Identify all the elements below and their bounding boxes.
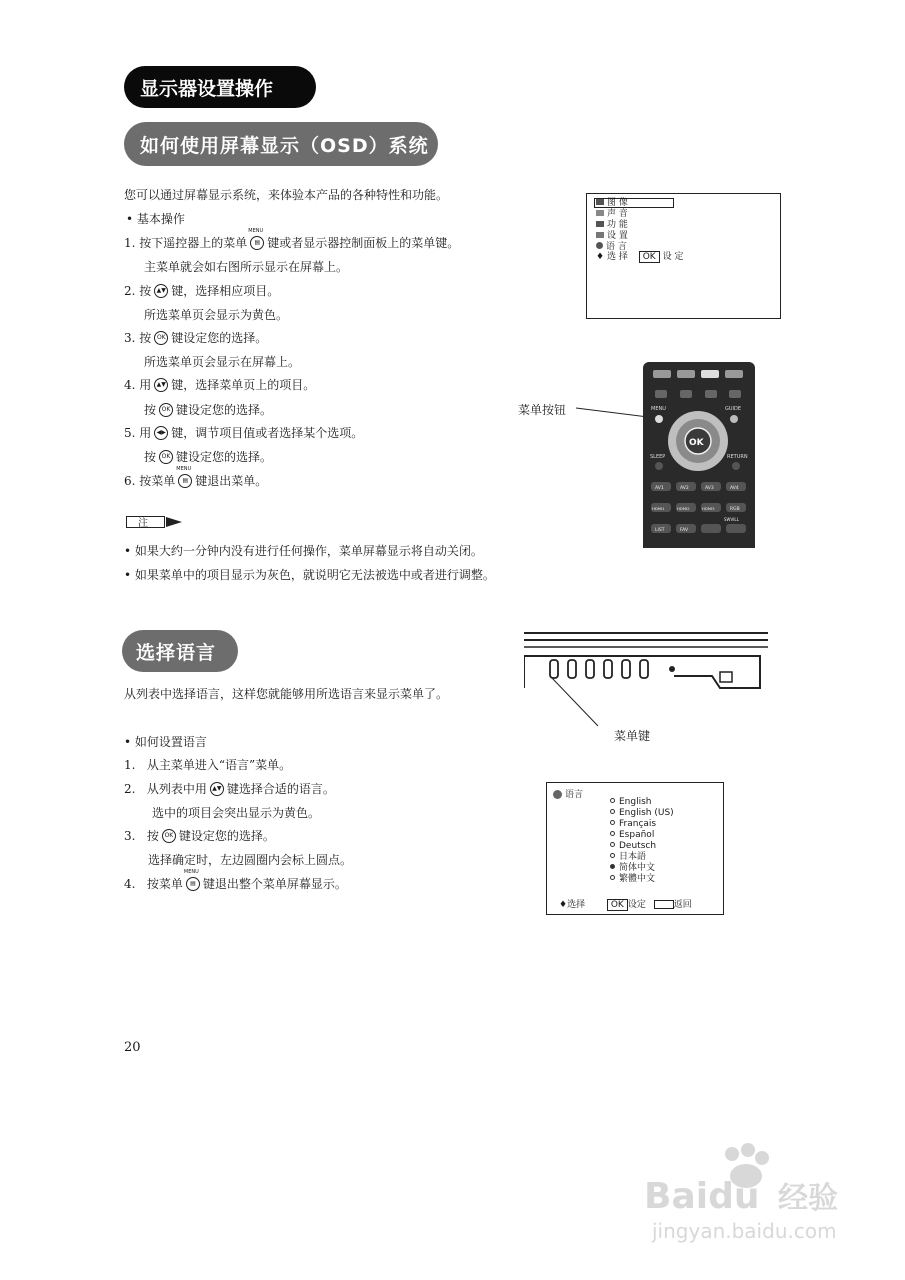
- basic-ops-title: • 基本操作: [126, 212, 185, 226]
- lang-menu-footer: ♦选择 OK 设定 返回: [559, 900, 692, 910]
- up-down-key-icon: ▲▼: [210, 782, 224, 796]
- language-icon: [553, 790, 562, 799]
- svg-text:RGB: RGB: [730, 507, 740, 512]
- updown-icon: ♦: [596, 252, 605, 262]
- updown-icon: ♦: [559, 900, 568, 910]
- osd-heading: 如何使用屏幕显示（OSD）系统: [124, 122, 438, 166]
- svg-text:MENU: MENU: [651, 406, 666, 412]
- ok-key-icon: OK: [159, 403, 173, 417]
- lang-howto: • 如何设置语言: [124, 735, 207, 749]
- svg-text:GUIDE: GUIDE: [725, 406, 742, 412]
- lang-option[interactable]: English: [610, 797, 652, 808]
- page-number: 20: [124, 1040, 141, 1055]
- osd-footer: ♦ 选 择 OK 设 定: [596, 252, 684, 262]
- remote-control: [643, 362, 755, 548]
- lang-option[interactable]: 繁體中文: [610, 874, 655, 885]
- lang-step-2-sub: 选中的项目会突出显示为黄色。: [152, 806, 321, 820]
- step-3-sub: 所选菜单页会显示在屏幕上。: [144, 355, 301, 369]
- svg-text:AV2: AV2: [680, 486, 689, 491]
- note-2: • 如果菜单中的项目显示为灰色，就说明它无法被选中或者进行调整。: [124, 568, 495, 582]
- ok-key-icon: OK: [162, 829, 176, 843]
- lang-menu-title: 语言: [553, 787, 583, 800]
- lang-step-1: 1. 从主菜单进入“语言”菜单。: [124, 758, 292, 772]
- step-2-sub: 所选菜单页会显示为黄色。: [144, 308, 289, 322]
- osd-main-menu: [586, 193, 781, 319]
- osd-item-feature: 功 能: [596, 220, 628, 230]
- ok-key-icon: OK: [154, 331, 168, 345]
- svg-text:FAV: FAV: [680, 528, 689, 533]
- lang-heading: 选择语言: [122, 630, 238, 672]
- lang-option-selected[interactable]: 简体中文: [610, 863, 655, 874]
- step-1-sub: 主菜单就会如右图所示显示在屏幕上。: [144, 260, 349, 274]
- lang-option[interactable]: Deutsch: [610, 841, 656, 852]
- svg-text:SWVILL: SWVILL: [724, 517, 739, 522]
- monitor-panel-diagram: [524, 630, 768, 742]
- intro-text: 您可以通过屏幕显示系统，来体验本产品的各种特性和功能。: [124, 188, 449, 202]
- svg-text:经验: 经验: [778, 1181, 838, 1216]
- lang-option[interactable]: Español: [610, 830, 654, 841]
- svg-text:HDMI3: HDMI3: [702, 506, 715, 511]
- svg-text:HDMI2: HDMI2: [677, 506, 690, 511]
- menu-key-icon: MENU ▤: [178, 474, 192, 488]
- menu-key-icon: MENU ▤: [186, 877, 200, 891]
- svg-text:Baidu: Baidu: [644, 1176, 760, 1217]
- note-tag-icon: [126, 515, 182, 529]
- svg-text:jingyan.baidu.com: jingyan.baidu.com: [652, 1219, 837, 1243]
- step-1: 1. 按下遥控器上的菜单MENU ▤ 键或者显示器控制面板上的菜单键。: [124, 236, 459, 251]
- osd-item-language: 语 言: [596, 242, 627, 252]
- svg-text:LIST: LIST: [655, 528, 665, 533]
- lang-intro: 从列表中选择语言，这样您就能够用所选语言来显示菜单了。: [124, 687, 449, 701]
- note-1: • 如果大约一分钟内没有进行任何操作，菜单屏幕显示将自动关闭。: [124, 544, 483, 558]
- lang-step-2: 2. 从列表中用 ▲▼ 键选择合适的语言。: [124, 782, 335, 796]
- svg-text:AV1: AV1: [655, 486, 664, 491]
- svg-text:AV3: AV3: [705, 486, 714, 491]
- baidu-paw-icon: [630, 1140, 870, 1250]
- step-5: 5. 用 ◀▶ 键，调节项目值或者选择某个选项。: [124, 426, 364, 440]
- svg-text:AV4: AV4: [730, 486, 739, 491]
- step-2: 2. 按 ▲▼ 键，选择相应项目。: [124, 284, 280, 298]
- note-label: 注: [138, 518, 148, 529]
- lang-step-3: 3. 按 OK 键设定您的选择。: [124, 829, 275, 843]
- step-3: 3. 按 OK 键设定您的选择。: [124, 331, 268, 345]
- osd-language-menu: [546, 782, 724, 915]
- step-4-sub: 按 OK 键设定您的选择。: [144, 403, 273, 417]
- panel-callout: 菜单键: [614, 729, 651, 743]
- svg-text:OK: OK: [689, 438, 704, 448]
- section-title: 显示器设置操作: [124, 66, 316, 108]
- up-down-key-icon: ▲▼: [154, 378, 168, 392]
- up-down-key-icon: ▲▼: [154, 284, 168, 298]
- lang-option[interactable]: Français: [610, 819, 656, 830]
- svg-text:RETURN: RETURN: [727, 454, 748, 460]
- lang-step-4: 4. 按菜单MENU ▤ 键退出整个菜单屏幕显示。: [124, 877, 347, 892]
- lang-option[interactable]: 日本語: [610, 852, 646, 863]
- step-6: 6. 按菜单MENU ▤ 键退出菜单。: [124, 474, 267, 489]
- remote-graphic: [643, 362, 755, 548]
- osd-item-setup: 设 置: [596, 231, 628, 241]
- ok-key-icon: OK: [159, 450, 173, 464]
- remote-callout: 菜单按钮: [518, 403, 567, 417]
- lang-step-3-sub: 选择确定时，左边圆圈内会标上圆点。: [148, 853, 353, 867]
- menu-key-icon: MENU ▤: [250, 236, 264, 250]
- lang-option[interactable]: English (US): [610, 808, 674, 819]
- osd-item-picture: 图 像: [596, 198, 628, 208]
- osd-item-sound: 声 音: [596, 209, 628, 219]
- svg-text:SLEEP: SLEEP: [650, 454, 666, 460]
- left-right-key-icon: ◀▶: [154, 426, 168, 440]
- step-5-sub: 按 OK 键设定您的选择。: [144, 450, 273, 464]
- baidu-watermark: [630, 1140, 870, 1250]
- svg-text:HDMI1: HDMI1: [652, 506, 665, 511]
- return-icon: [654, 900, 674, 909]
- step-4: 4. 用 ▲▼ 键，选择菜单页上的项目。: [124, 378, 316, 392]
